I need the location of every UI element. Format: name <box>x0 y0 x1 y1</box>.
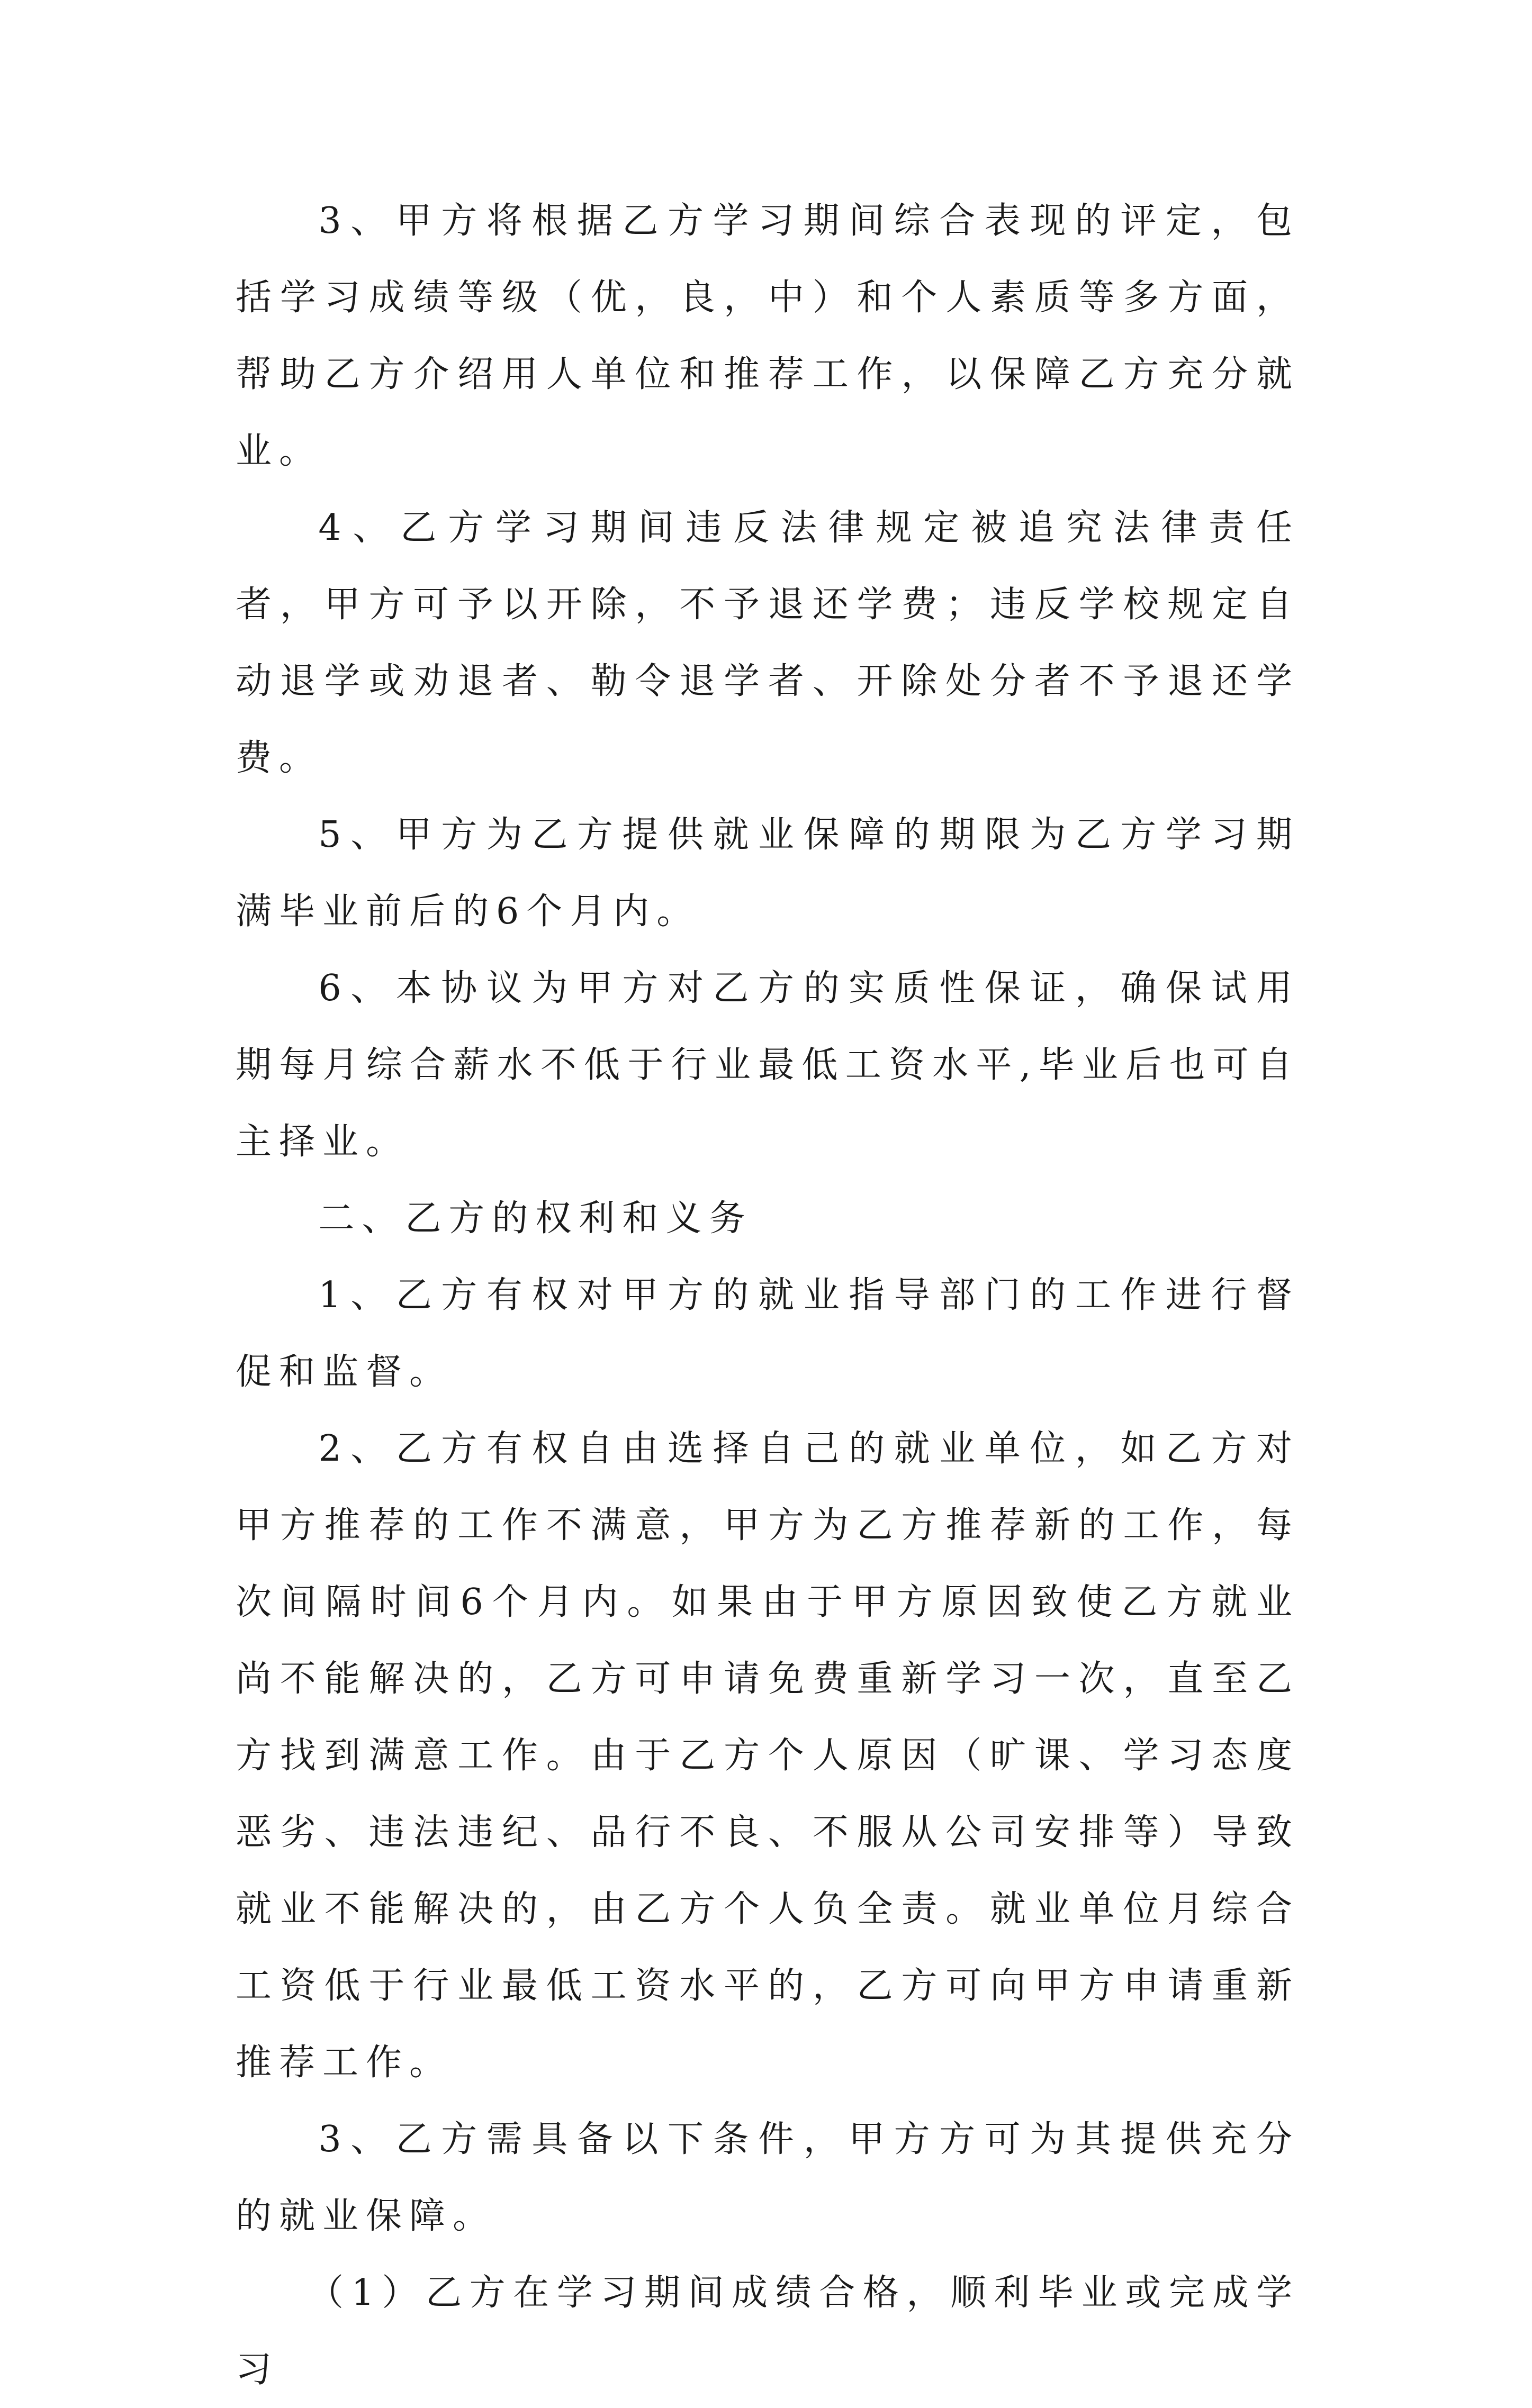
clause-paragraph: 4、乙方学习期间违反法律规定被追究法律责任者，甲方可予以开除，不予退还学费；违反学校规定自动退学或劝退者、勒令退学者、开除处分者不予退还学费。 <box>236 507 1300 779</box>
sub-clause-paragraph: （1）乙方在学习期间成绩合格，顺利毕业或完成学习 <box>236 2272 1300 2391</box>
clause-paragraph: 2、乙方有权自由选择自己的就业单位，如乙方对甲方推荐的工作不满意，甲方为乙方推荐新的工作，每次间隔时间6个月内。如果由于甲方原因致使乙方就业尚不能解决的，乙方可申请免费重新学习一次，直至乙方找到满意工作。由于乙方个人原因（旷课、学习态度恶劣、违法违纪、品行不良、不服从公司安排等）导致就业不能解决的，由乙方个人负全责。就业单位月综合工资低于行业最低工资水平的，乙方可向甲方申请重新推荐工作。 <box>236 1428 1300 2084</box>
clause-paragraph: 3、甲方将根据乙方学习期间综合表现的评定，包括学习成绩等级（优，良，中）和个人素质等多方面，帮助乙方介绍用人单位和推荐工作，以保障乙方充分就业。 <box>236 200 1300 472</box>
section-heading: 二、乙方的权利和义务 <box>318 1198 753 1239</box>
clause-paragraph: 1、乙方有权对甲方的就业指导部门的工作进行督促和监督。 <box>236 1274 1300 1393</box>
document-body <box>236 183 1300 2408</box>
clause-paragraph: 5、甲方为乙方提供就业保障的期限为乙方学习期满毕业前后的6个月内。 <box>236 814 1300 933</box>
clause-paragraph: 6、本协议为甲方对乙方的实质性保证，确保试用期每月综合薪水不低于行业最低工资水平,毕业后也可自主择业。 <box>236 967 1300 1163</box>
clause-paragraph: 3、乙方需具备以下条件，甲方方可为其提供充分的就业保障。 <box>236 2119 1300 2237</box>
